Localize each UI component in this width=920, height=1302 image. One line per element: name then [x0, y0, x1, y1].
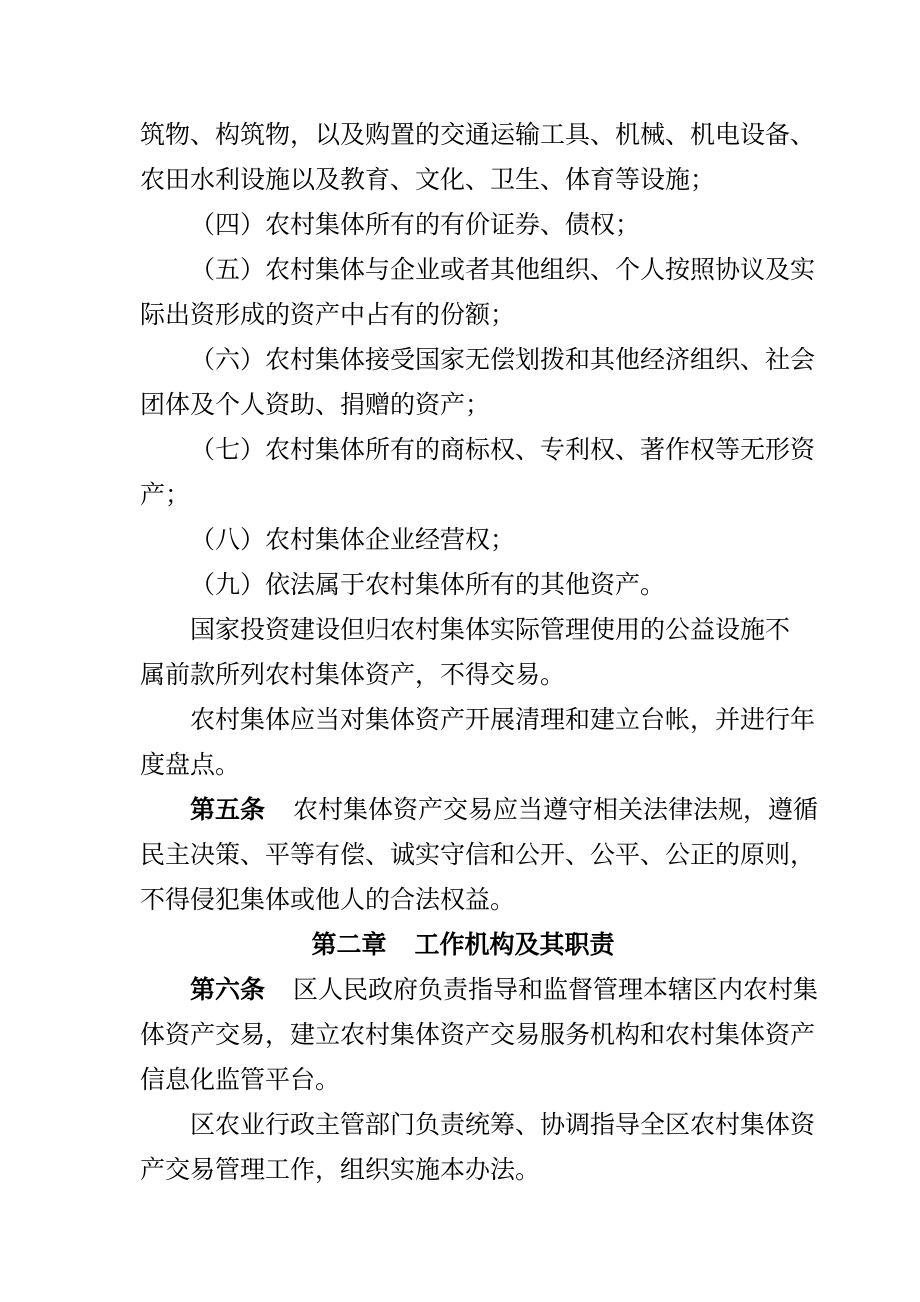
chapter-heading	[140, 925, 786, 965]
article-5-line: 不得侵犯集体或他人的合法权益。	[140, 885, 516, 914]
paragraph-line: 产交易管理工作，组织实施本办法。	[140, 1155, 541, 1184]
paragraph-line: 农村集体应当对集体资产开展清理和建立台帐，并进行年	[190, 705, 816, 734]
article-5-label: 第五条	[190, 795, 266, 824]
chapter-title: 工作机构及其职责	[414, 930, 615, 959]
list-item-5: （五）农村集体与企业或者其他组织、个人按照协议及实	[190, 255, 816, 284]
paragraph-line: 属前款所列农村集体资产，不得交易。	[140, 660, 566, 689]
list-item-6-cont: 团体及个人资助、捐赠的资产；	[140, 390, 491, 419]
list-item-7-cont: 产；	[140, 480, 191, 509]
paragraph-line: 筑物、构筑物，以及购置的交通运输工具、机械、机电设备、	[140, 120, 816, 149]
article-6-line	[190, 970, 818, 1010]
list-item-4: （四）农村集体所有的有价证券、债权；	[190, 210, 641, 239]
list-item-8: （八）农村集体企业经营权；	[190, 525, 516, 554]
list-item-7: （七）农村集体所有的商标权、专利权、著作权等无形资	[190, 435, 816, 464]
list-item-9: （九）依法属于农村集体所有的其他资产。	[190, 570, 666, 599]
document-page	[140, 0, 819, 1302]
paragraph-line: 度盘点。	[140, 750, 241, 779]
article-5-text: 农村集体资产交易应当遵守相关法律法规，遵循	[293, 795, 819, 824]
paragraph-line: 农田水利设施以及教育、文化、卫生、体育等设施；	[140, 165, 716, 194]
article-6-line: 信息化监管平台。	[140, 1065, 341, 1094]
list-item-6: （六）农村集体接受国家无偿划拨和其他经济组织、社会	[190, 345, 816, 374]
article-6-label: 第六条	[190, 975, 266, 1004]
paragraph-line: 区农业行政主管部门负责统筹、协调指导全区农村集体资	[190, 1110, 816, 1139]
list-item-5-cont: 际出资形成的资产中占有的份额；	[140, 300, 516, 329]
article-5-line	[190, 790, 818, 830]
paragraph-line: 国家投资建设但归农村集体实际管理使用的公益设施不	[190, 615, 791, 644]
article-6-line: 体资产交易，建立农村集体资产交易服务机构和农村集体资产	[140, 1020, 816, 1049]
article-6-text: 区人民政府负责指导和监督管理本辖区内农村集	[293, 975, 819, 1004]
article-5-line: 民主决策、平等有偿、诚实守信和公开、公平、公正的原则，	[140, 840, 816, 869]
chapter-number: 第二章	[311, 930, 387, 959]
